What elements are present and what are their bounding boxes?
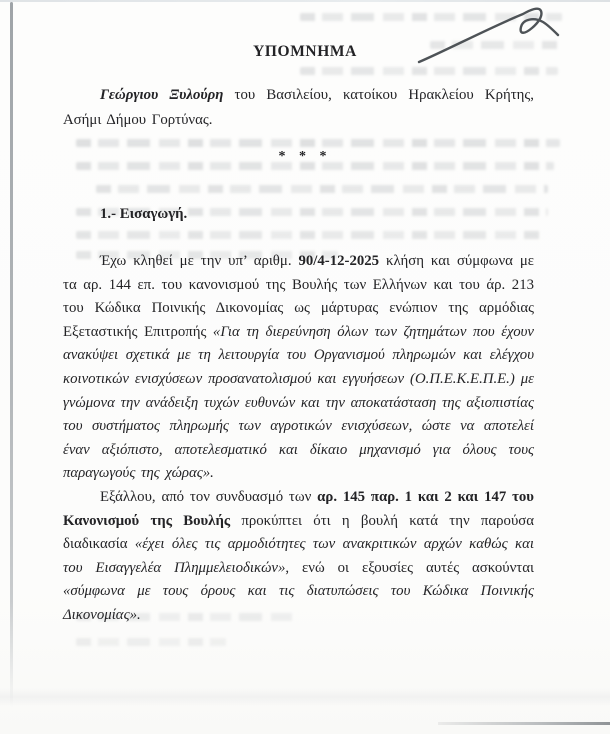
ghost-line — [300, 67, 558, 75]
scan-edge-left — [10, 2, 13, 707]
scan-shading-band — [0, 688, 610, 706]
document-title: ΥΠΟΜΝΗΜΑ — [253, 43, 357, 61]
p2-run-normal: , ενώ οι εξουσίες αυτές ασκούνται — [285, 559, 534, 576]
party-name: Γεώργιου Ξυλούρη — [100, 87, 224, 103]
section-separator: * * * — [278, 149, 332, 164]
scan-edge-top — [0, 0, 610, 2]
section-1-heading: 1.- Εισαγωγή. — [100, 206, 188, 222]
p2-run-normal: Εξάλλου, από τον συνδυασμό των — [100, 488, 318, 505]
ghost-line — [76, 638, 226, 646]
p1-run-italic-committee-quote: «Για τη διερεύνηση όλων των ζητημάτων που έχουν ανακύψει σχετικά με τη λειτουργία του Οργανισμού πληρωμών και ελέγχου κοινοτικών ενισχύσεων προσανατολισμού και εγγυήσεων (Ο.Π.Ε.Κ.Ε.Π.Ε.) με γνώμονα την ανάδειξη τυχών ευθυνών και την αποκατάσταση της αξιοπιστίας του συστήματος πληρωμής των αγροτικών ενισχύσεων, ώστε να αποτελεί έναν αξιόπιστο, αποτελεσματικό και δίκαιο μηχανισμό για όλους τους παραγωγούς της χώρας». — [63, 323, 534, 482]
p1-run-bold-summons-number: 90/4-12-2025 — [298, 253, 380, 269]
p1-run-normal: Έχω κληθεί με την υπ’ αριθμ. — [100, 253, 299, 269]
ghost-line — [96, 185, 548, 193]
p2-run-normal: προκύπτει ότι η βουλή κατά την παρούσα διαδικασία — [63, 512, 534, 553]
ghost-line — [76, 231, 542, 239]
paragraph-summons — [63, 250, 534, 486]
p1-run-normal: κλήση και σύμφωνα με τα αρ. 144 επ. του κανονισμού της Βουλής των Ελλήνων και του άρ. 213 του Κώδικα Ποινικής Δικονομίας ως μάρτυρας ενώπιον της αρμόδιας Εξεταστικής Επιτροπής — [63, 253, 535, 340]
party-identification — [63, 83, 534, 133]
p2-run-bold-articles: αρ. 145 παρ. 1 και 2 και 147 του Κανονισμού της Βουλής — [63, 488, 534, 529]
document-body — [63, 250, 534, 628]
party-details: του Βασιλείου, κατοίκου Ηρακλείου Κρήτης, Ασήμι Δήμου Γορτύνας. — [63, 87, 534, 128]
p2-run-italic-code-quote: «σύμφωνα με τους όρους και τις διατυπώσεις του Κώδικα Ποινικής Δικονομίας». — [63, 583, 534, 623]
ghost-line — [76, 139, 560, 147]
paragraph-committee-powers — [63, 486, 534, 628]
scan-edge-bottom-right — [438, 722, 610, 725]
p2-run-italic-powers-quote: «έχει όλες τις αρμοδιότητες των ανακριτικών αρχών καθώς και του Εισαγγελέα Πλημμελειοδικών» — [63, 536, 534, 576]
